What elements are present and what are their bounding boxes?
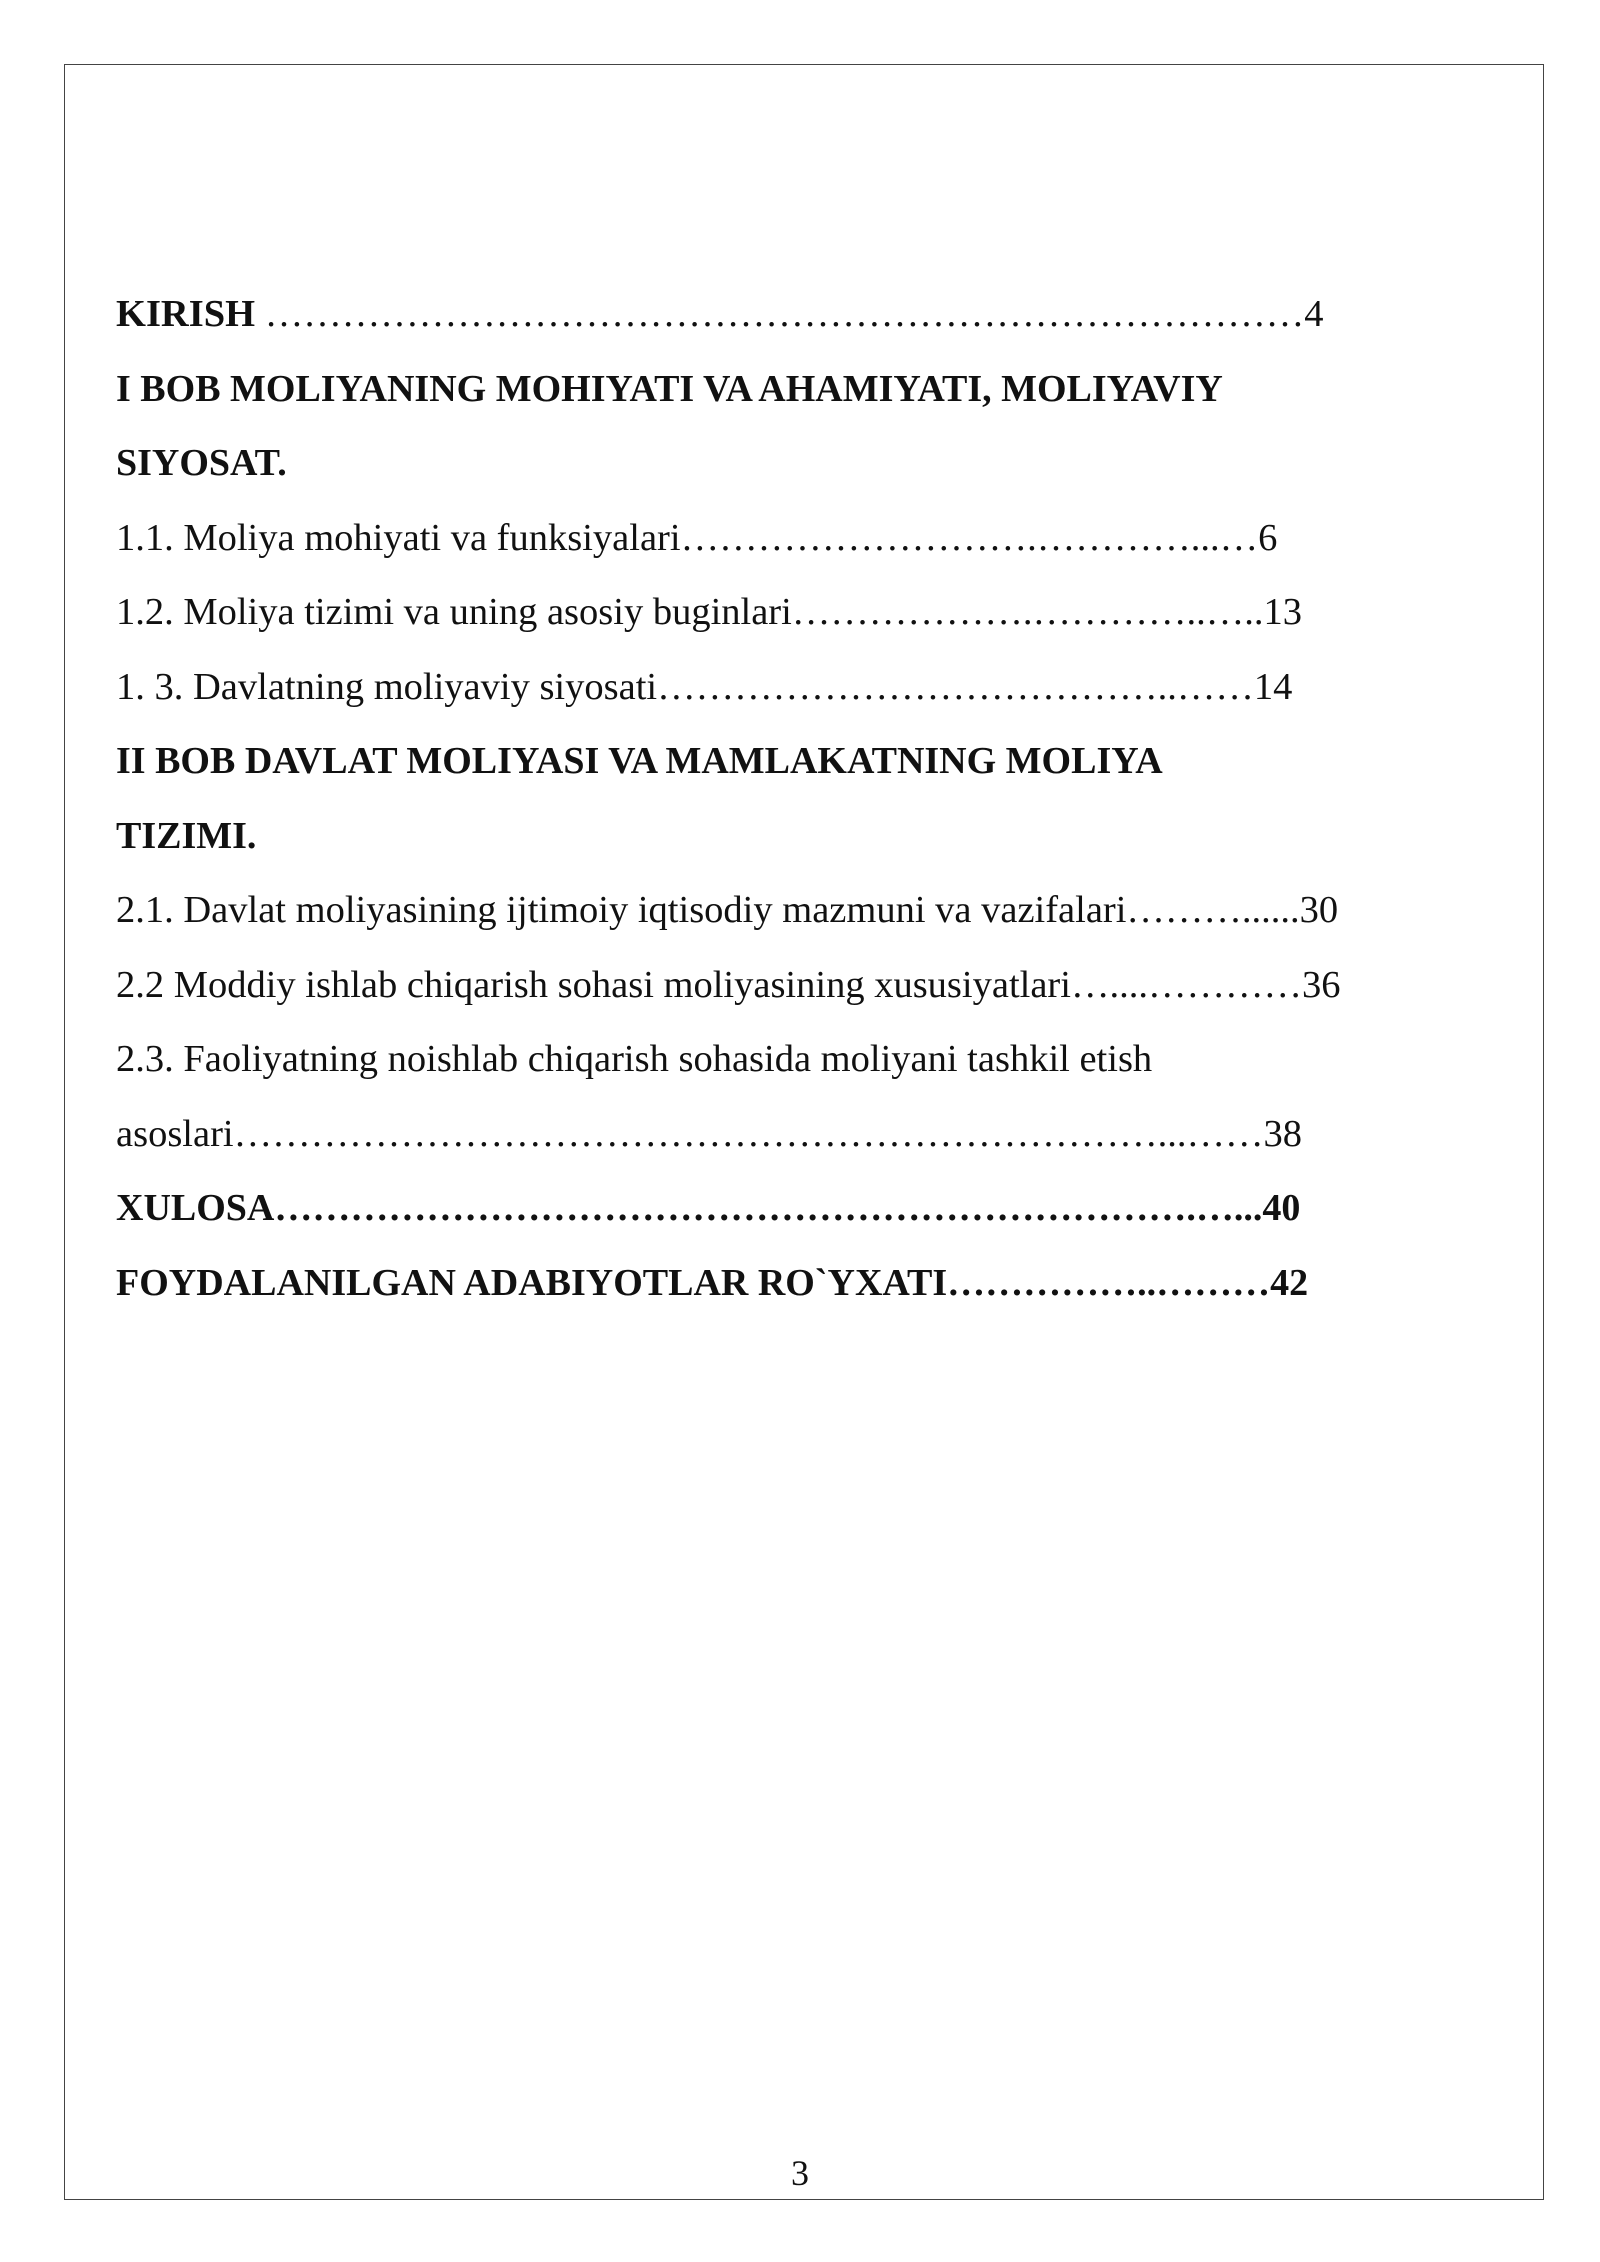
toc-chapter-2-heading: II BOB DAVLAT MOLIYASI VA MAMLAKATNING MOLIYA [116,740,1163,782]
toc-entry-2-2: 2.2 Moddiy ishlab chiqarish sohasi moliyasining xususiyatlari…....…………36 [116,963,1341,1006]
toc-entry-references: FOYDALANILGAN ADABIYOTLAR RO`YXATI……………..………42 [116,1261,1309,1304]
toc-entry-1-1: 1.1. Moliya mohiyati va funksiyalari……………………….…………...…6 [116,516,1278,559]
toc-chapter-2-heading-cont: TIZIMI. [116,814,257,857]
toc-entry-kirish [116,277,1496,352]
toc-entry-xulosa: XULOSA……………………………………………………………….…...40 [116,1187,1301,1229]
toc-entry-2-3: 2.3. Faoliyatning noishlab chiqarish sohasida moliyani tashkil etish [116,1038,1153,1080]
toc-entry-1-2: 1.2. Moliya tizimi va uning asosiy buginlari……………….…………..…..13 [116,591,1302,633]
toc-entry-2-3-cont: asoslari………………………………………………………………...……38 [116,1112,1302,1155]
toc-entry-2-1: 2.1. Davlat moliyasining ijtimoiy iqtisodiy mazmuni va vazifalari………......30 [116,889,1339,931]
toc-entry-kirish-title: KIRISH [116,293,256,335]
table-of-contents [116,277,1496,1320]
toc-chapter-1-heading-cont: SIYOSAT. [116,442,287,484]
toc-entry-1-3: 1. 3. Davlatning moliyaviy siyosati…………………………………..……14 [116,665,1293,708]
toc-entry-kirish-leader: ………………………………………………………………………4 [255,293,1324,335]
page-number: 3 [791,2153,809,2193]
toc-chapter-1-heading: I BOB MOLIYANING MOHIYATI VA AHAMIYATI, MOLIYAVIY [116,367,1223,410]
